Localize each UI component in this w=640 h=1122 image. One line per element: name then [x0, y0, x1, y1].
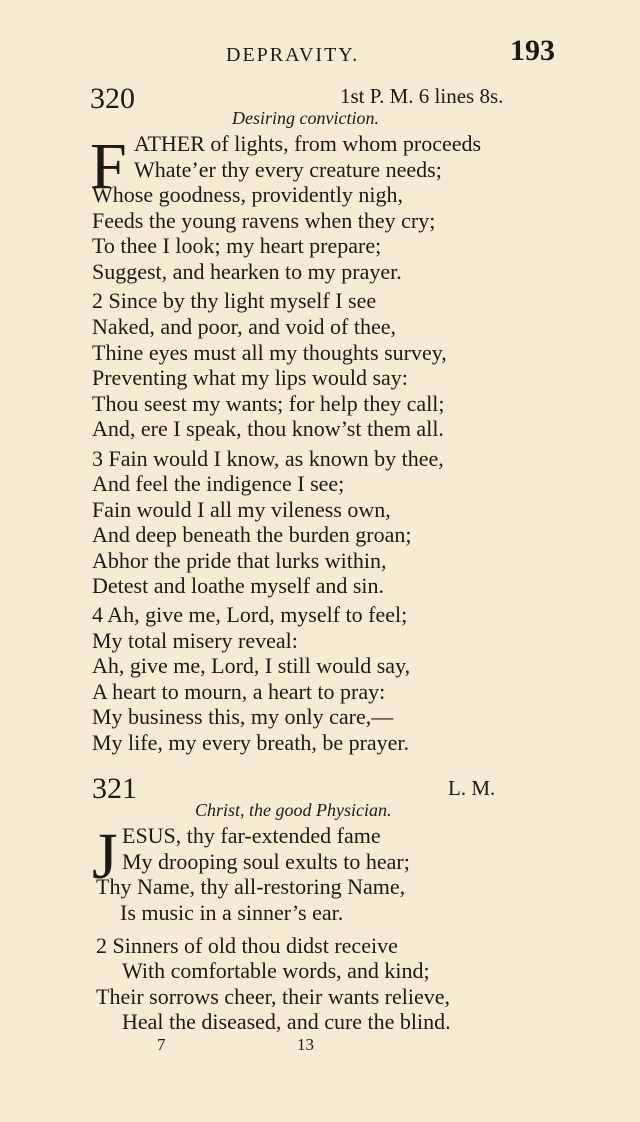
hymn-321-line: Is music in a sinner’s ear. [120, 900, 344, 925]
running-title: DEPRAVITY. [226, 44, 360, 66]
hymn-320-line: And feel the indigence I see; [92, 471, 345, 496]
hymn-320-line: And, ere I speak, thou know’st them all. [92, 416, 444, 441]
page-number: 193 [510, 34, 555, 67]
hymn-321-meter: L. M. [448, 776, 496, 800]
hymn-320-line: 2 Since by thy light myself I see [92, 288, 377, 313]
hymn-321-line: Thy Name, thy all-restoring Name, [96, 874, 406, 899]
hymn-320-line: And deep beneath the burden groan; [92, 522, 412, 547]
hymn-320-line: Detest and loathe myself and sin. [92, 573, 385, 598]
hymn-321-line: Their sorrows cheer, their wants relieve, [96, 984, 451, 1009]
hymn-320-line: 3 Fain would I know, as known by thee, [92, 446, 444, 471]
hymn-320-line: Suggest, and hearken to my prayer. [92, 259, 402, 284]
hymn-320-line: My total misery reveal: [92, 628, 298, 653]
hymn-320-meter: 1st P. M. 6 lines 8s. [340, 84, 504, 108]
hymn-321-number: 321 [92, 772, 137, 805]
hymn-320-line: To thee I look; my heart prepare; [92, 233, 382, 258]
hymn-321-line: ESUS, thy far-extended fame [122, 823, 381, 848]
hymn-320-line: Fain would I all my vileness own, [92, 497, 391, 522]
hymn-320-number: 320 [90, 82, 135, 115]
hymn-320-line: Thine eyes must all my thoughts survey, [92, 340, 447, 365]
hymn-321-drop-cap: J [92, 820, 118, 893]
hymn-320-line: Thou seest my wants; for help they call; [92, 391, 445, 416]
hymn-321-line: Heal the diseased, and cure the blind. [122, 1009, 451, 1034]
hymn-320-line: Feeds the young ravens when they cry; [92, 208, 436, 233]
hymn-321-line: 2 Sinners of old thou didst receive [96, 933, 398, 958]
hymn-321-line: With comfortable words, and kind; [122, 958, 430, 983]
hymn-320-line: Whose goodness, providently nigh, [92, 182, 404, 207]
signature-mark: 7 [157, 1035, 166, 1054]
hymn-320-line: Ah, give me, Lord, I still would say, [92, 653, 411, 678]
hymn-321-line: My drooping soul exults to hear; [122, 849, 410, 874]
hymn-320-line: ATHER of lights, from whom proceeds [134, 131, 482, 156]
hymn-320-line: Naked, and poor, and void of thee, [92, 314, 396, 339]
hymn-320-line: Whate’er thy every creature needs; [134, 157, 442, 182]
hymn-320-line: A heart to mourn, a heart to pray: [92, 679, 386, 704]
hymn-320-line: Abhor the pride that lurks within, [92, 548, 387, 573]
hymn-320-subtitle: Desiring conviction. [232, 108, 379, 128]
hymn-320-drop-cap: F [90, 130, 127, 203]
hymn-320-line: My life, my every breath, be prayer. [92, 730, 410, 755]
hymn-320-line: Preventing what my lips would say: [92, 365, 408, 390]
sheet-number: 13 [297, 1035, 314, 1054]
hymn-321-subtitle: Christ, the good Physician. [195, 800, 392, 820]
hymn-320-line: My business this, my only care,— [92, 704, 394, 729]
hymn-320-line: 4 Ah, give me, Lord, myself to feel; [92, 602, 408, 627]
